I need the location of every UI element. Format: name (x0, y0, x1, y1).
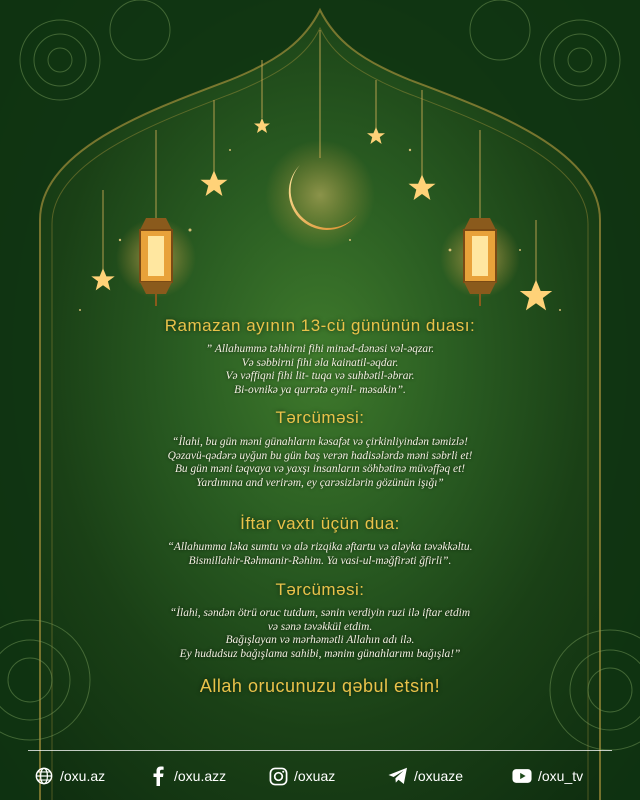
social-youtube[interactable] (512, 766, 583, 786)
iftar-line: Bismillahir-Rəhmanir-Rəhim. Ya vasi-ul-məğfirəti ğfirli”. (188, 554, 452, 567)
web-handle: /oxu.az (60, 768, 106, 784)
iftar-line: “Allahumma ləka sumtu və alə rizqika əftartu və aləyka təvəkkəltu. (167, 541, 473, 553)
prayer-line: Və vəffiqni fihi lit- tuqa və suhbətil-əbrar. (225, 370, 415, 383)
translation2-line: və sənə təvəkkül etdim. (267, 620, 373, 633)
social-instagram[interactable] (268, 766, 335, 786)
iftar-title: İftar vaxtı üçün dua: (240, 514, 400, 533)
prayer-text (0, 343, 640, 397)
social-footer (0, 758, 640, 794)
instagram-handle: /oxuaz (294, 768, 336, 784)
translation2-line: “İlahi, səndən ötrü oruc tutdum, sənin verdiyin ruzi ilə iftar etdim (169, 607, 471, 619)
translation-line: Yardımına and verirəm, ey çarəsizlərin gözünün işığı” (196, 476, 444, 489)
translation2-section (0, 580, 640, 661)
translation-title: Tərcüməsi: (275, 408, 365, 427)
instagram-icon (268, 766, 288, 786)
closing-section (0, 676, 640, 697)
prayer-line: Və səbbirni fihi əla kainatil-əqdar. (241, 356, 399, 369)
globe-icon (34, 766, 54, 786)
translation2-line: Bağışlayan və mərhəmətli Allahın adı ilə. (225, 634, 415, 647)
youtube-handle: /oxu_tv (538, 768, 584, 784)
facebook-handle: /oxu.azz (174, 768, 227, 784)
translation-line: “İlahi, bu gün məni günahların kəsafət və çirkinliyindən təmizlə! (172, 436, 468, 448)
translation-line: Bu gün məni təqvaya və yaxşı insanların söhbətinə müvəffəq et! (174, 463, 466, 476)
prayer-title: Ramazan ayının 13-cü gününün duası: (164, 316, 476, 335)
closing-text: Allah orucunuzu qəbul etsin! (199, 676, 441, 696)
youtube-icon (512, 766, 532, 786)
footer-divider (28, 750, 612, 751)
social-telegram[interactable] (388, 766, 463, 786)
iftar-text (0, 541, 640, 568)
iftar-section (0, 514, 640, 568)
translation2-text (0, 607, 640, 661)
social-web[interactable] (34, 766, 105, 786)
translation-text (0, 436, 640, 490)
translation-line: Qəzavü-qədərə uyğun bu gün baş verən hadisələrdə məni səbrli et! (167, 449, 473, 462)
telegram-handle: /oxuaze (414, 768, 464, 784)
facebook-icon (148, 766, 168, 786)
social-facebook[interactable] (148, 766, 226, 786)
translation-section (0, 408, 640, 490)
translation2-line: Ey hududsuz bağışlama sahibi, mənim günahlarımı bağışla!” (179, 647, 461, 660)
prayer-line: Bi-ovnikə ya qurrətə eynil- məsakin”. (234, 383, 406, 396)
prayer-section (0, 316, 640, 397)
translation2-title: Tərcüməsi: (275, 580, 365, 599)
telegram-icon (388, 766, 408, 786)
prayer-line: ” Allahummə təhhirni fihi minəd-dənəsi vəl-əqzar. (205, 343, 435, 355)
